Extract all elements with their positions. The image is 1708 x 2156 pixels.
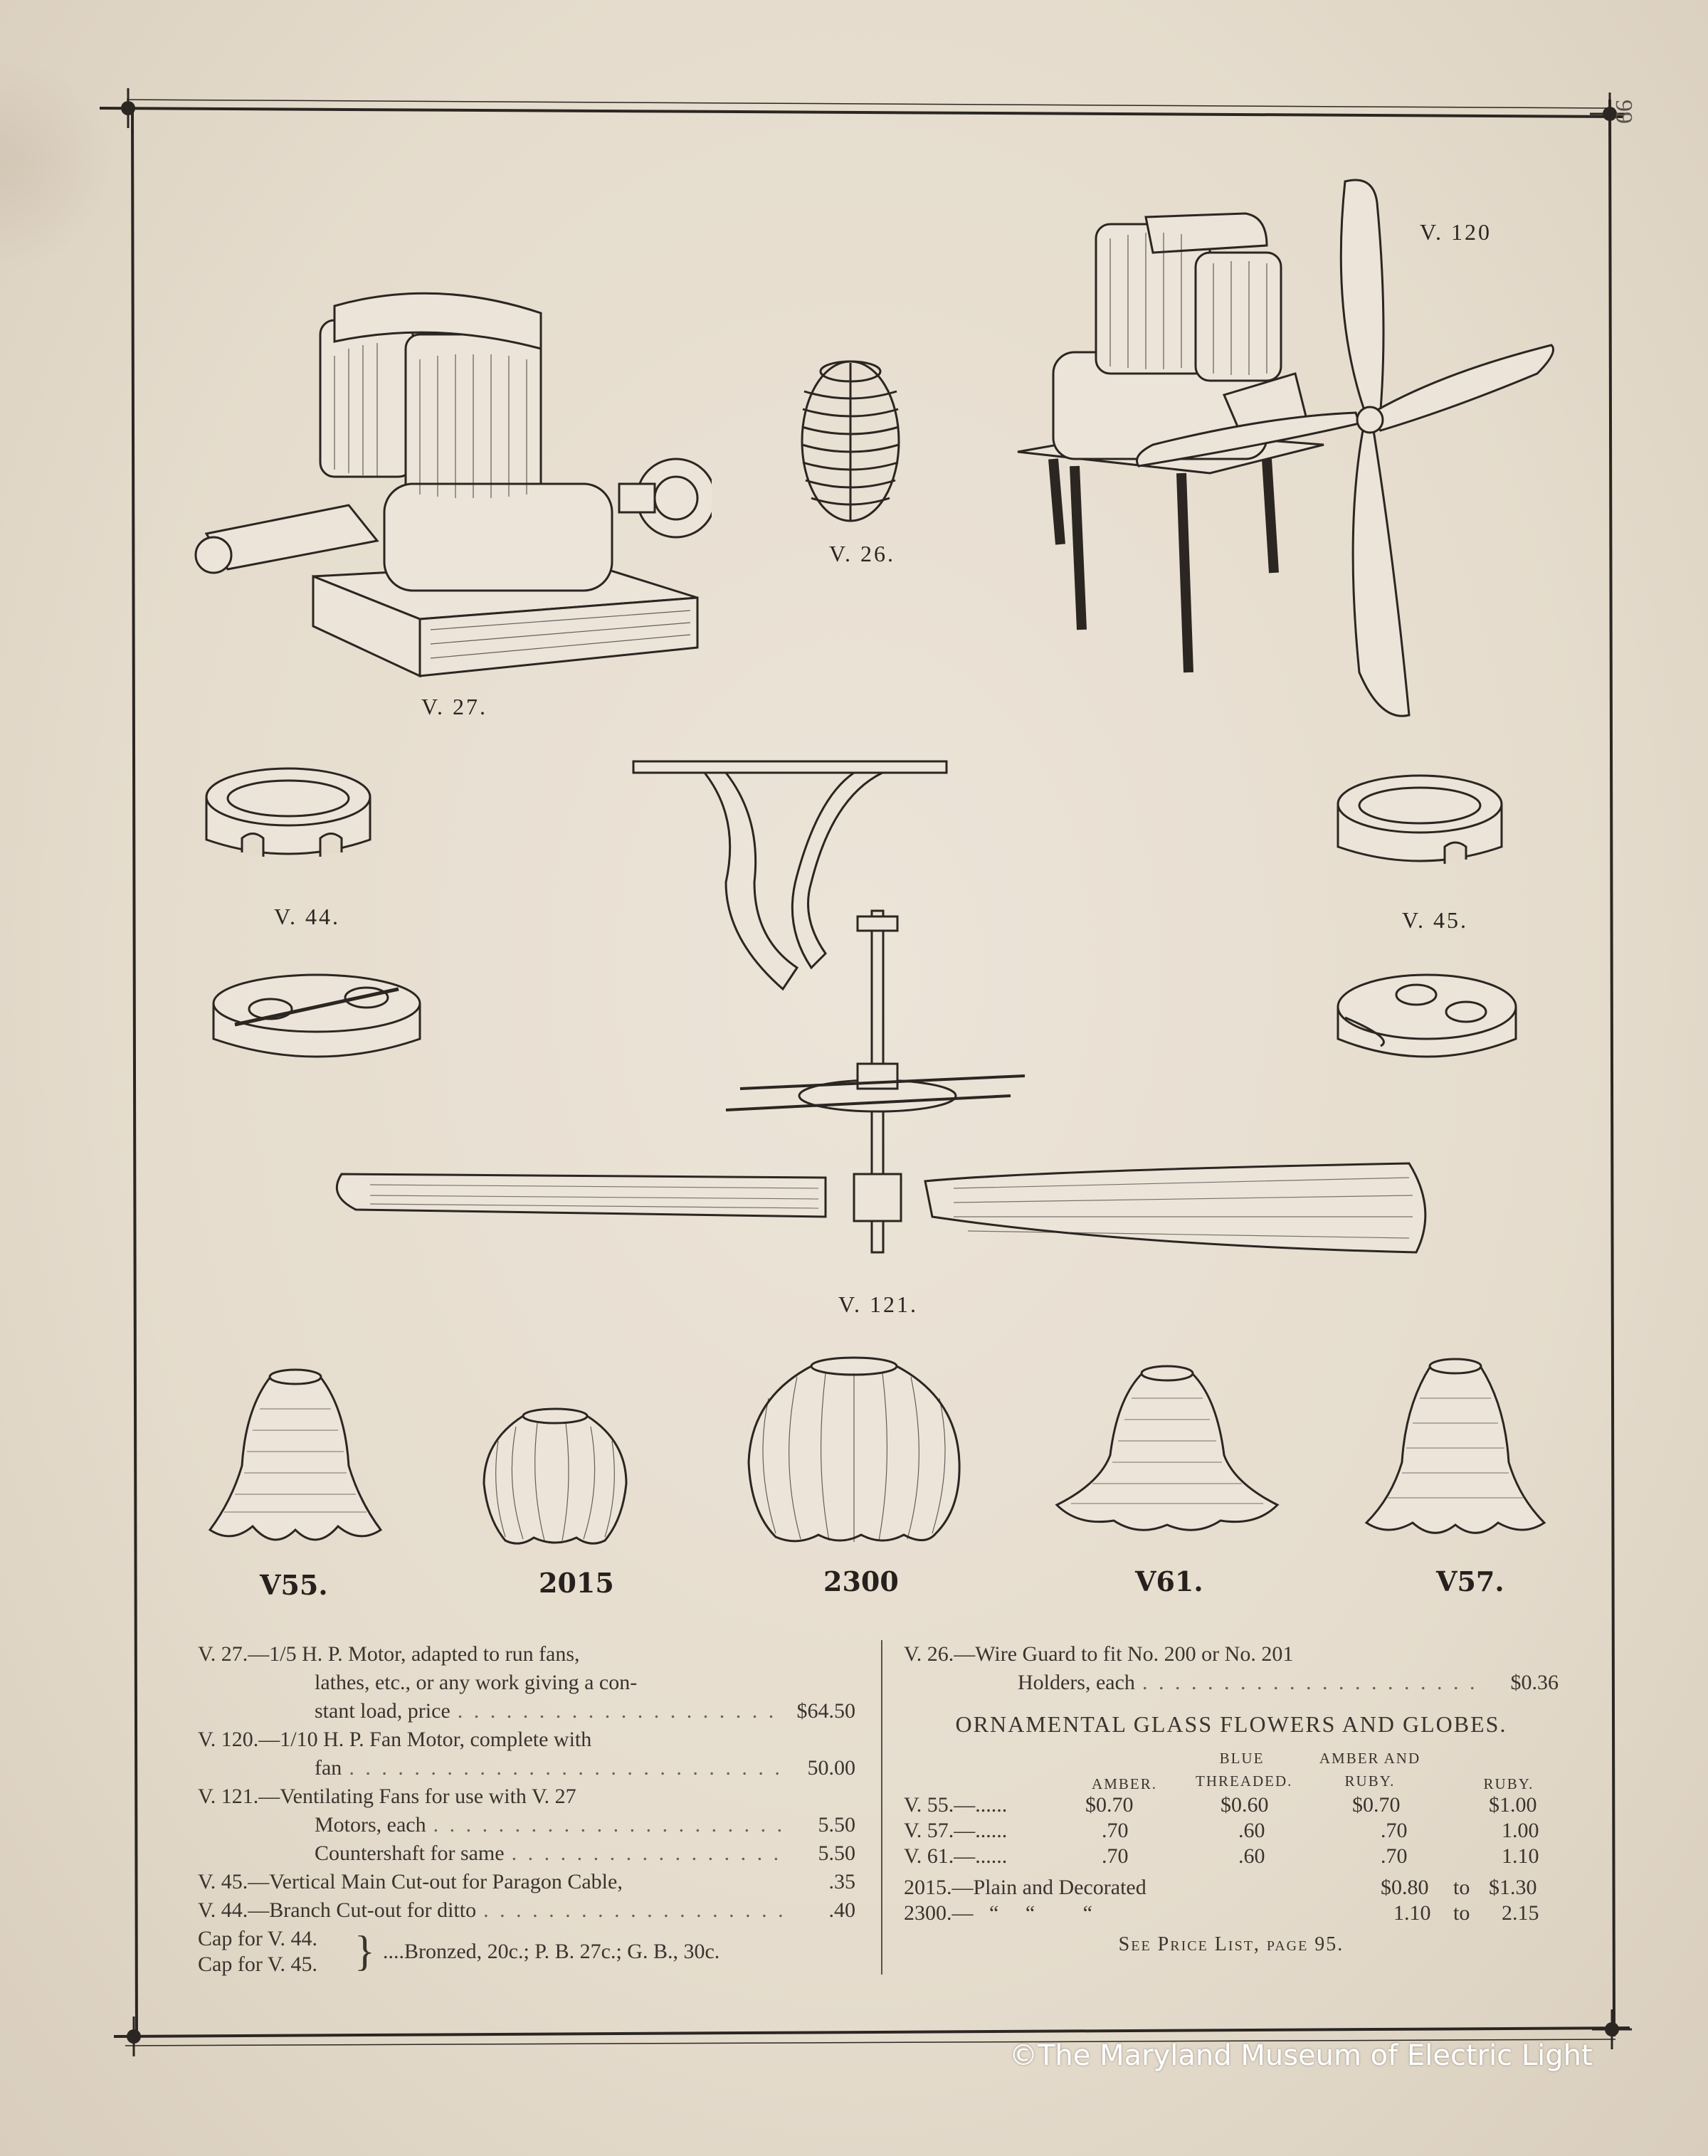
v121-line1: V. 121.—Ventilating Fans for use with V. 27 xyxy=(198,1785,576,1808)
right-price-column xyxy=(904,1640,1559,1959)
see-price-list: See Price List, page 95. xyxy=(1118,1933,1344,1955)
v121-price-row: Motors, each . . . 5.50 xyxy=(198,1811,855,1839)
v57-globe-illustration xyxy=(1359,1356,1551,1548)
glass-table-header xyxy=(904,1747,1559,1791)
v45-label: V. 45. xyxy=(1402,907,1468,933)
col-ruby: RUBY. xyxy=(1483,1775,1534,1792)
v61-label: V61. xyxy=(1135,1565,1203,1597)
col-blue-threaded: BLUE THREADED. xyxy=(1196,1750,1293,1790)
v27-line1: V. 27.—1/5 H. P. Motor, adapted to run fans, xyxy=(198,1642,580,1666)
glass-row-2015: 2015.—Plain and Decorated $0.80 to $1.30 xyxy=(904,1876,1537,1899)
caps-brace: } xyxy=(354,1928,375,1975)
v120-fan-motor-illustration xyxy=(1011,174,1566,729)
glass-row-v55: V. 55.—...... $0.70 $0.60 $0.70 $1.00 xyxy=(904,1793,1537,1817)
v57-label: V57. xyxy=(1436,1565,1504,1597)
glass-row-v61: V. 61.—...... .70 .60 .70 1.10 xyxy=(904,1844,1539,1868)
page-number: 99 xyxy=(1611,100,1637,124)
v55-label: V55. xyxy=(260,1569,328,1601)
v121-ceiling-fan-illustration xyxy=(327,754,1438,1267)
v27-price-row: stant load, price . . . $64.50 xyxy=(198,1697,855,1726)
v45-row: V. 45.—Vertical Main Cut-out for Paragon Cable, .35 xyxy=(198,1868,855,1896)
v121-label: V. 121. xyxy=(838,1291,918,1317)
glass-row-2300: 2300.— “ “ “ 1.10 to 2.15 xyxy=(904,1901,1539,1925)
copyright-watermark: ©The Maryland Museum of Electric Light xyxy=(1009,2039,1593,2072)
v44-row: V. 44.—Branch Cut-out for ditto . . . .40 xyxy=(198,1896,855,1925)
caps-row xyxy=(198,1925,855,1982)
v26-price-row: Holders, each . . . $0.36 xyxy=(904,1669,1559,1697)
2300-globe-illustration xyxy=(740,1356,968,1548)
countershaft-row: Countershaft for same . . . 5.50 xyxy=(198,1839,855,1868)
v45-price: .35 xyxy=(828,1870,855,1893)
cap-v44: Cap for V. 44. xyxy=(198,1927,318,1950)
caps-prices: ....Bronzed, 20c.; P. B. 27c.; G. B., 30c. xyxy=(383,1940,720,1963)
2300-label: 2300 xyxy=(823,1565,899,1597)
v120-price-row: fan . . . 50.00 xyxy=(198,1754,855,1782)
v26-wire-guard-illustration xyxy=(797,356,904,527)
v26-label: V. 26. xyxy=(829,541,895,566)
column-divider xyxy=(881,1640,882,1975)
left-price-column xyxy=(198,1640,855,1982)
v120-line1: V. 120.—1/10 H. P. Fan Motor, complete with xyxy=(198,1728,592,1751)
2015-globe-illustration xyxy=(477,1405,633,1548)
v120-price: 50.00 xyxy=(807,1756,855,1780)
glass-row-v57: V. 57.—...... .70 .60 .70 1.00 xyxy=(904,1819,1539,1842)
v27-motor-illustration xyxy=(185,263,712,690)
v27-line2: lathes, etc., or any work giving a con- xyxy=(315,1671,638,1694)
v26-line1: V. 26.—Wire Guard to fit No. 200 or No. 201 xyxy=(904,1642,1294,1666)
v26-price: $0.36 xyxy=(1510,1671,1559,1694)
v121-price: 5.50 xyxy=(818,1813,855,1837)
2015-label: 2015 xyxy=(539,1567,614,1599)
countershaft-price: 5.50 xyxy=(818,1841,855,1865)
col-amber: AMBER. xyxy=(1092,1775,1157,1792)
v55-globe-illustration xyxy=(203,1366,388,1551)
v27-price: $64.50 xyxy=(796,1699,855,1723)
glass-heading: ORNAMENTAL GLASS FLOWERS AND GLOBES. xyxy=(955,1711,1507,1737)
v27-label: V. 27. xyxy=(421,694,487,719)
cap-v45: Cap for V. 45. xyxy=(198,1952,318,1976)
col-amber-ruby: AMBER AND RUBY. xyxy=(1319,1750,1421,1790)
v44-price: .40 xyxy=(828,1898,855,1922)
v44-label: V. 44. xyxy=(274,904,340,929)
v61-globe-illustration xyxy=(1050,1363,1285,1548)
v120-label: V. 120 xyxy=(1420,219,1492,245)
